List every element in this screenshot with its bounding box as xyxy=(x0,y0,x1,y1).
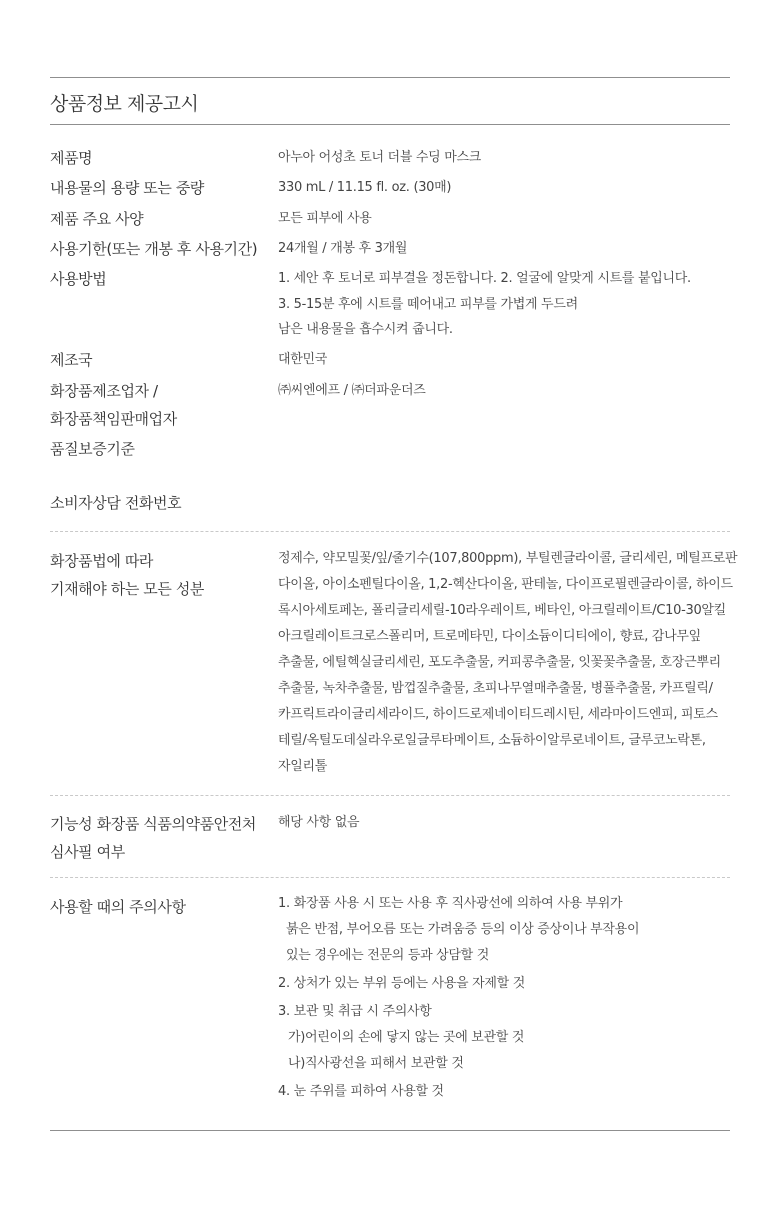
title-rule xyxy=(50,124,730,125)
caution-2: 2. 상처가 있는 부위 등에는 사용을 자제할 것 xyxy=(278,976,526,991)
value-expiry: 24개월 / 개봉 후 3개월 xyxy=(278,241,408,256)
ingredients-line: 테릴/옥틸도데실라우로일글루타메이트, 소듐하이알루로네이트, 글루코노락톤, xyxy=(278,733,706,748)
divider-2 xyxy=(50,795,730,796)
value-ingredients xyxy=(278,546,737,780)
value-product-name: 아누아 어성초 토너 더블 수딩 마스크 xyxy=(278,150,482,165)
caution-3-line-2: 가)어린이의 손에 닿지 않는 곳에 보관할 것 xyxy=(288,1030,525,1045)
manufacturer-label-line-2: 화장품책임판매업자 xyxy=(50,410,177,428)
page-title: 상품정보 제공고시 xyxy=(50,93,199,115)
bottom-rule xyxy=(50,1130,730,1131)
label-usage: 사용방법 xyxy=(50,270,107,288)
functional-label-line-2: 심사필 여부 xyxy=(50,843,125,861)
value-manufacturer: ㈜씨엔에프 / ㈜더파운더즈 xyxy=(278,383,426,398)
top-rule xyxy=(50,77,730,78)
caution-4: 4. 눈 주위를 피하여 사용할 것 xyxy=(278,1084,444,1099)
label-ingredients xyxy=(50,547,204,603)
ingredients-line: 추출물, 에틸헥실글리세린, 포도추출물, 커피콩추출물, 잇꽃꽃추출물, 호장근뿌리 xyxy=(278,655,721,670)
usage-line-3: 남은 내용물을 흡수시켜 줍니다. xyxy=(278,322,453,337)
caution-1-line-3: 있는 경우에는 전문의 등과 상담할 것 xyxy=(286,948,490,963)
label-expiry: 사용기한(또는 개봉 후 사용기간) xyxy=(50,240,258,258)
value-cautions xyxy=(278,891,639,1105)
divider-1 xyxy=(50,531,730,532)
label-product-name: 제품명 xyxy=(50,149,93,167)
label-volume: 내용물의 용량 또는 중량 xyxy=(50,179,205,197)
caution-3-line-3: 나)직사광선을 피해서 보관할 것 xyxy=(288,1056,464,1071)
ingredients-line: 아크릴레이트크로스폴리머, 트로메타민, 다이소듐이디티에이, 향료, 감나무잎 xyxy=(278,629,701,644)
value-functional: 해당 사항 없음 xyxy=(278,815,360,830)
usage-line-2: 3. 5-15분 후에 시트를 떼어내고 피부를 가볍게 두드려 xyxy=(278,296,578,312)
value-volume: 330 mL / 11.15 fl. oz. (30매) xyxy=(278,180,452,195)
label-manufacturer xyxy=(50,377,177,433)
value-spec: 모든 피부에 사용 xyxy=(278,211,372,226)
ingredients-label-line-2: 기재해야 하는 모든 성분 xyxy=(50,580,205,598)
label-spec: 제품 주요 사양 xyxy=(50,210,144,228)
ingredients-line: 카프릭트라이글리세라이드, 하이드로제네이티드레시틴, 세라마이드엔피, 피토스 xyxy=(278,707,718,722)
functional-label-line-1: 기능성 화장품 식품의약품안전처 xyxy=(50,815,256,833)
ingredients-label-line-1: 화장품법에 따라 xyxy=(50,552,153,570)
usage-line-1: 1. 세안 후 토너로 피부결을 정돈합니다. 2. 얼굴에 알맞게 시트를 붙입니다. xyxy=(278,271,691,286)
ingredients-line: 정제수, 약모밀꽃/잎/줄기수(107,800ppm), 부틸렌글라이콜, 글리세린, 메틸프로판 xyxy=(278,551,738,566)
caution-1-line-1: 1. 화장품 사용 시 또는 사용 후 직사광선에 의하여 사용 부위가 xyxy=(278,896,623,911)
label-quality: 품질보증기준 xyxy=(50,440,135,458)
label-origin: 제조국 xyxy=(50,351,93,369)
caution-1-line-2: 붉은 반점, 부어오름 또는 가려움증 등의 이상 증상이나 부작용이 xyxy=(286,922,640,937)
caution-3-line-1: 3. 보관 및 취급 시 주의사항 xyxy=(278,1004,432,1019)
ingredients-line: 다이올, 아이소펜틸다이올, 1,2-헥산다이올, 판테놀, 다이프로필렌글라이콜, 하이드 xyxy=(278,577,733,592)
ingredients-line: 자일리톨 xyxy=(278,759,328,774)
divider-3 xyxy=(50,877,730,878)
label-functional xyxy=(50,810,256,866)
ingredients-line: 록시아세토페논, 폴리글리세릴-10라우레이트, 베타인, 아크릴레이트/C10-30알킬 xyxy=(278,603,726,618)
value-origin: 대한민국 xyxy=(278,352,328,367)
label-cautions: 사용할 때의 주의사항 xyxy=(50,898,186,916)
label-consumer-phone: 소비자상담 전화번호 xyxy=(50,494,182,512)
value-usage xyxy=(278,266,691,343)
manufacturer-label-line-1: 화장품제조업자 / xyxy=(50,382,158,400)
ingredients-line: 추출물, 녹차추출물, 밤껍질추출물, 초피나무열매추출물, 병풀추출물, 카프릴릭/ xyxy=(278,681,713,696)
